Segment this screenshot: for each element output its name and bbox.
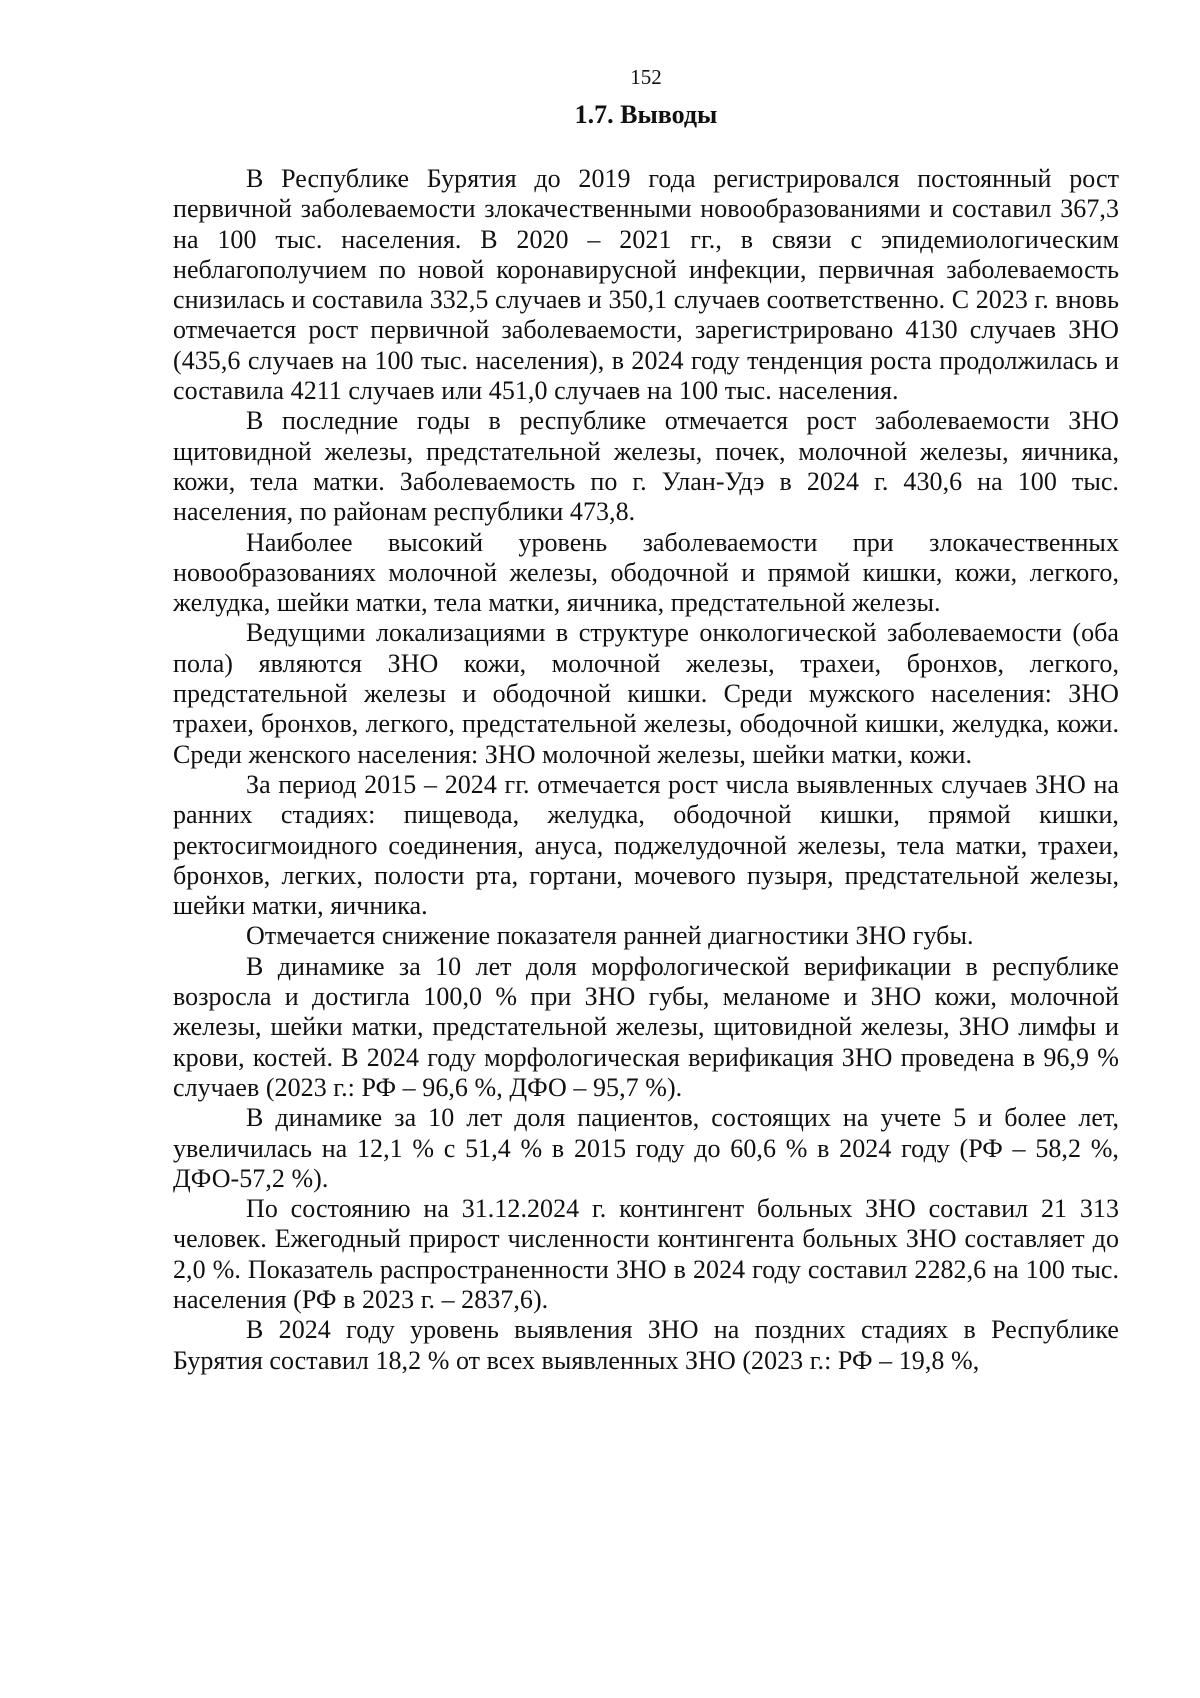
paragraph-recent-years: В последние годы в республике отмечается рост заболеваемости ЗНО щитовидной железы, предстательной железы, почек, молочной железы, яичника, кожи, тела матки. Заболеваемость по г. Улан-Удэ в 2024 г. 430,6 на 100 тыс. населения, по районам республики 473,8. bbox=[173, 406, 1119, 527]
section-heading: 1.7. Выводы bbox=[574, 100, 718, 129]
paragraph-lip-diagnostics: Отмечается снижение показателя ранней диагностики ЗНО губы. bbox=[246, 921, 974, 951]
paragraph-late-stages: В 2024 году уровень выявления ЗНО на поздних стадиях в Республике Бурятия составил 18,2 % от всех выявленных ЗНО (2023 г.: РФ – 19,8 %, bbox=[173, 1315, 1119, 1375]
paragraph-highest-level: Наиболее высокий уровень заболеваемости при злокачественных новообразованиях молочной железы, ободочной и прямой кишки, кожи, легкого, желудка, шейки матки, тела матки, яичника, предстательной железы. bbox=[173, 527, 1119, 618]
paragraph-contingent: По состоянию на 31.12.2024 г. контингент больных ЗНО составил 21 313 человек. Ежегодный прирост численности контингента больных ЗНО составляет до 2,0 %. Показатель распространенности ЗНО в 2024 году составил 2282,6 на 100 тыс. населения (РФ в 2023 г. – 2837,6). bbox=[173, 1194, 1119, 1314]
paragraph-five-year-registry: В динамике за 10 лет доля пациентов, состоящих на учете 5 и более лет, увеличилась на 12,1 % с 51,4 % в 2015 году до 60,6 % в 2024 году (РФ – 58,2 %, ДФО-57,2 %). bbox=[173, 1103, 1119, 1193]
paragraph-incidence-growth: В Республике Бурятия до 2019 года регистрировался постоянный рост первичной заболеваемости злокачественными новообразованиями и составил 367,3 на 100 тыс. населения. В 2020 – 2021 гг., в связи с эпидемиологическим неблагополучием по новой коронавирусной инфекции, первичная заболеваемость снизилась и составила 332,5 случаев и 350,1 случаев соответственно. С 2023 г. вновь отмечается рост первичной заболеваемости, зарегистрировано 4130 случаев ЗНО (435,6 случаев на 100 тыс. населения), в 2024 году тенденция роста продолжилась и составила 4211 случаев или 451,0 случаев на 100 тыс. населения. bbox=[173, 164, 1119, 406]
body-text bbox=[173, 164, 1119, 1376]
paragraph-early-stages: За период 2015 – 2024 гг. отмечается рост числа выявленных случаев ЗНО на ранних стадиях: пищевода, желудка, ободочной кишки, прямой кишки, ректосигмоидного соединения, ануса, поджелудочной железы, тела матки, трахеи, бронхов, легких, полости рта, гортани, мочевого пузыря, предстательной железы, шейки матки, яичника. bbox=[173, 769, 1119, 921]
paragraph-leading-localizations: Ведущими локализациями в структуре онкологической заболеваемости (оба пола) являются ЗНО кожи, молочной железы, трахеи, бронхов, легкого, предстательной железы и ободочной кишки. Среди мужского населения: ЗНО трахеи, бронхов, легкого, предстательной железы, ободочной кишки, желудка, кожи. Среди женского населения: ЗНО молочной железы, шейки матки, кожи. bbox=[173, 618, 1119, 769]
paragraph-morphological-verification: В динамике за 10 лет доля морфологической верификации в республике возросла и достигла 100,0 % при ЗНО губы, меланоме и ЗНО кожи, молочной железы, шейки матки, предстательной железы, щитовидной железы, ЗНО лимфы и крови, костей. В 2024 году морфологическая верификация ЗНО проведена в 96,9 % случаев (2023 г.: РФ – 96,6 %, ДФО – 95,7 %). bbox=[173, 951, 1119, 1102]
document-page bbox=[173, 62, 1119, 1376]
page-number: 152 bbox=[630, 65, 662, 89]
